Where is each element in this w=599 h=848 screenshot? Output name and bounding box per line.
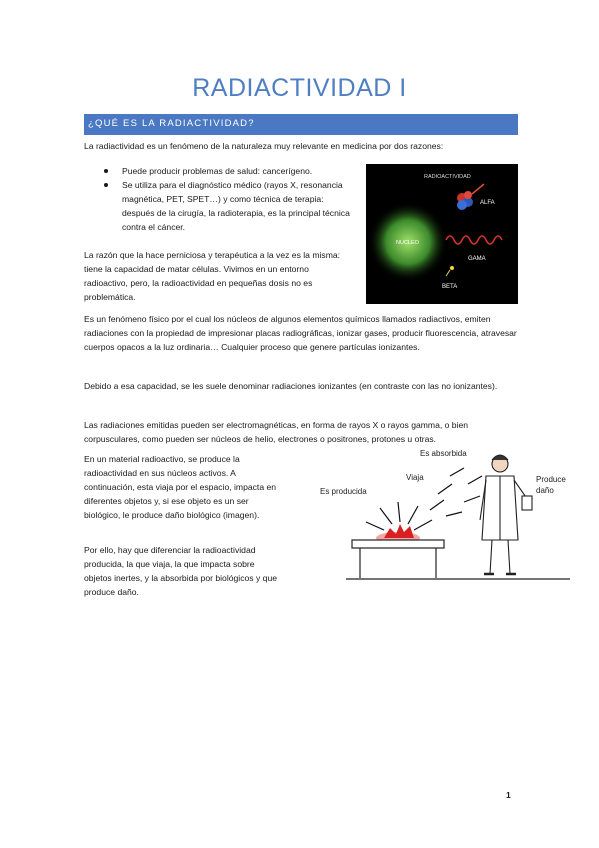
- beta-particle-icon: [450, 266, 454, 270]
- alfa-label: ALFA: [480, 200, 495, 206]
- beta-trail: [446, 270, 450, 276]
- bullet-dot-icon: [104, 183, 108, 187]
- radiation-rays: [366, 468, 482, 530]
- definition-paragraph: Es un fenómeno físico por el cual los núcleos de algunos elementos químicos llamados radiactivos, emiten radiaciones con la propiedad de impresionar placas radiográficas, ionizar gases, producir fluorescencia, atravesar cuerpos opacos a la luz ordinaria… Cualquier proceso que genere partículas ionizantes.: [84, 314, 517, 352]
- beta-label: BETA: [442, 284, 458, 290]
- bullet-list: [104, 164, 354, 234]
- differentiate-paragraph: Por ello, hay que diferenciar la radioactividad producida, la que viaja, la que impacta sobre objetos inertes, y la absorbida por biológicos y que produce daño.: [84, 545, 277, 597]
- radioactivity-figure: [366, 164, 518, 304]
- section-heading-bar: [84, 114, 518, 135]
- reason-paragraph: La razón que la hace perniciosa y terapéutica a la vez es la misma: tiene la capacidad de matar células. Vivimos en un entorno radioactivo, pero, la radioactividad en pequeñas dosis no es problemática.: [84, 250, 341, 302]
- table-icon: [352, 540, 444, 578]
- gama-label: GAMA: [468, 256, 486, 262]
- types-paragraph: Las radiaciones emitidas pueden ser electromagnéticas, en forma de rayos X o rayos gamma, o bien corpusculares, como pueden ser núcleos de helio, electrones o positrones, protones u otras.: [84, 420, 469, 444]
- page-number: 1: [506, 790, 511, 800]
- producida-label: Es producida: [320, 487, 367, 496]
- gamma-wave: [446, 236, 502, 244]
- bullet-item: Se utiliza para el diagnóstico médico (rayos X, resonancia magnética, PET, SPET…) y como técnica de terapia: después de la cirugía, la radioterapia, es la principal técnica contra el cáncer.: [104, 178, 354, 234]
- ionizing-paragraph: Debido a esa capacidad, se les suele denominar radiaciones ionizantes (en contraste con las no ionizantes).: [84, 381, 498, 391]
- nucleo-label: NUCLEO: [396, 240, 419, 246]
- intro-paragraph: La radiactividad es un fenómeno de la naturaleza muy relevante en medicina por dos razones:: [84, 141, 444, 151]
- alpha-arrow: [472, 184, 484, 194]
- radiation-scene-figure: [318, 446, 570, 618]
- alpha-particle-icon: [457, 191, 473, 210]
- radioactivity-diagram: [366, 164, 518, 304]
- page-title: RADIACTIVIDAD I: [192, 74, 407, 102]
- section-heading: ¿QUÉ ES LA RADIACTIVIDAD?: [88, 118, 255, 129]
- bullet-item: Puede producir problemas de salud: cancerígeno.: [104, 164, 354, 178]
- bullet-dot-icon: [104, 169, 108, 173]
- absorbida-label: Es absorbida: [420, 449, 467, 458]
- figure-label-top: RADIOACTIVIDAD: [424, 174, 471, 180]
- radiation-scene-diagram: [318, 446, 570, 618]
- produce-label: Produce: [536, 475, 566, 484]
- dano-label: daño: [536, 486, 554, 495]
- material-paragraph: En un material radioactivo, se produce la radioactividad en sus núcleos activos. A continuación, esta viaja por el espacio, impacta en diferentes objetos y, si ese objeto es un ser biológico, le produce daño biológico (imagen).: [84, 454, 277, 520]
- viaja-label: Viaja: [406, 473, 424, 482]
- scientist-icon: [480, 455, 532, 574]
